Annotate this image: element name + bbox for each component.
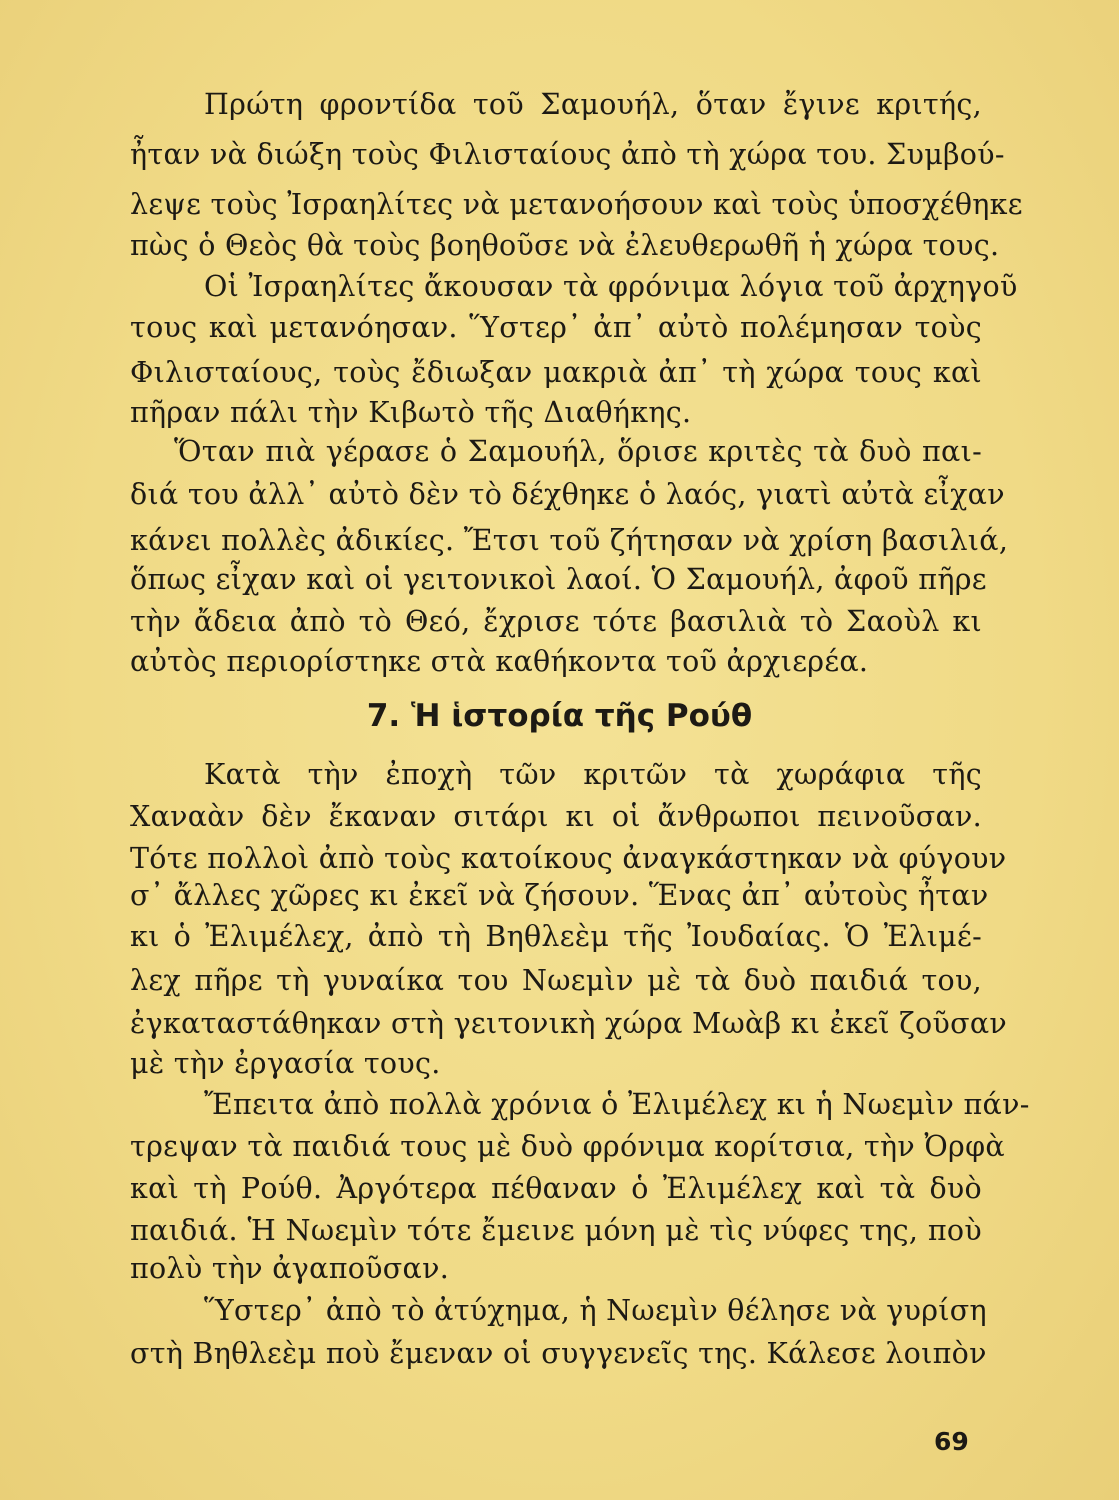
text-line: τους καὶ μετανόησαν. Ὕστερ᾽ ἀπ᾽ αὐτὸ πολέμησαν τοὺς	[130, 311, 982, 344]
text-line: Φιλισταίους, τοὺς ἔδιωξαν μακριὰ ἀπ᾽ τὴ χώρα τους καὶ	[130, 356, 982, 389]
text-line: πολὺ τὴν ἀγαποῦσαν.	[130, 1252, 450, 1285]
text-line: πῆραν πάλι τὴν Κιβωτὸ τῆς Διαθήκης.	[130, 396, 692, 429]
text-line: παιδιά. Ἡ Νωεμὶν τότε ἔμεινε μόνη μὲ τὶς νύφες της, ποὺ	[130, 1214, 982, 1247]
text-line: ἦταν νὰ διώξη τοὺς Φιλισταίους ἀπὸ τὴ χώρα του. Συμβού-	[130, 138, 1005, 171]
text-line: Ὅταν πιὰ γέρασε ὁ Σαμουήλ, ὅρισε κριτὲς τὰ δυὸ παι-	[174, 435, 982, 468]
text-line: Τότε πολλοὶ ἀπὸ τοὺς κατοίκους ἀναγκάστηκαν νὰ φύγουν	[130, 842, 1007, 875]
text-line: σ᾽ ἄλλες χῶρες κι ἐκεῖ νὰ ζήσουν. Ἕνας ἀπ᾽ αὐτοὺς ἦταν	[130, 879, 989, 912]
text-line: καὶ τὴ Ρούθ. Ἀργότερα πέθαναν ὁ Ἐλιμέλεχ καὶ τὰ δυὸ	[130, 1172, 982, 1205]
section-heading: 7. Ἡ ἱστορία τῆς Ρούθ	[366, 698, 753, 734]
text-line: λεχ πῆρε τὴ γυναίκα του Νωεμὶν μὲ τὰ δυὸ παιδιά του,	[130, 964, 982, 997]
text-line: Πρώτη φροντίδα τοῦ Σαμουήλ, ὅταν ἔγινε κριτής,	[204, 88, 982, 121]
text-line: αὐτὸς περιορίστηκε στὰ καθήκοντα τοῦ ἀρχιερέα.	[130, 645, 869, 678]
text-line: ὅπως εἶχαν καὶ οἱ γειτονικοὶ λαοί. Ὁ Σαμουήλ, ἀφοῦ πῆρε	[130, 563, 987, 596]
text-line: τρεψαν τὰ παιδιά τους μὲ δυὸ φρόνιμα κορίτσια, τὴν Ὀρφὰ	[130, 1130, 1005, 1163]
text-line: ἐγκαταστάθηκαν στὴ γειτονικὴ χώρα Μωὰβ κι ἐκεῖ ζοῦσαν	[130, 1007, 1008, 1040]
text-line: διά του ἀλλ᾽ αὐτὸ δὲν τὸ δέχθηκε ὁ λαός, γιατὶ αὐτὰ εἶχαν	[130, 478, 1005, 511]
text-line: λεψε τοὺς Ἰσραηλίτες νὰ μετανοήσουν καὶ τοὺς ὑποσχέθηκε	[130, 188, 1023, 221]
page-number: 69	[934, 1427, 969, 1456]
text-line: κάνει πολλὲς ἀδικίες. Ἔτσι τοῦ ζήτησαν νὰ χρίση βασιλιά,	[130, 524, 1009, 557]
text-line: μὲ τὴν ἐργασία τους.	[130, 1047, 441, 1080]
text-line: τὴν ἄδεια ἀπὸ τὸ Θεό, ἔχρισε τότε βασιλιὰ τὸ Σαοὺλ κι	[130, 605, 982, 638]
text-line: Ἔπειτα ἀπὸ πολλὰ χρόνια ὁ Ἐλιμέλεχ κι ἡ Νωεμὶν πάν-	[204, 1088, 1030, 1121]
text-line: Οἱ Ἰσραηλίτες ἄκουσαν τὰ φρόνιμα λόγια τοῦ ἀρχηγοῦ	[204, 270, 1018, 303]
text-line: κι ὁ Ἐλιμέλεχ, ἀπὸ τὴ Βηθλεὲμ τῆς Ἰουδαίας. Ὁ Ἐλιμέ-	[130, 920, 982, 953]
text-line: πὼς ὁ Θεὸς θὰ τοὺς βοηθοῦσε νὰ ἐλευθερωθῆ ἡ χώρα τους.	[130, 229, 1000, 262]
text-line: Χαναὰν δὲν ἔκαναν σιτάρι κι οἱ ἄνθρωποι πεινοῦσαν.	[130, 800, 982, 833]
text-line: Κατὰ τὴν ἐποχὴ τῶν κριτῶν τὰ χωράφια τῆς	[204, 758, 982, 791]
text-line: στὴ Βηθλεὲμ ποὺ ἔμεναν οἱ συγγενεῖς της. Κάλεσε λοιπὸν	[130, 1337, 987, 1370]
text-line: Ὕστερ᾽ ἀπὸ τὸ ἀτύχημα, ἡ Νωεμὶν θέλησε νὰ γυρίση	[204, 1294, 987, 1327]
